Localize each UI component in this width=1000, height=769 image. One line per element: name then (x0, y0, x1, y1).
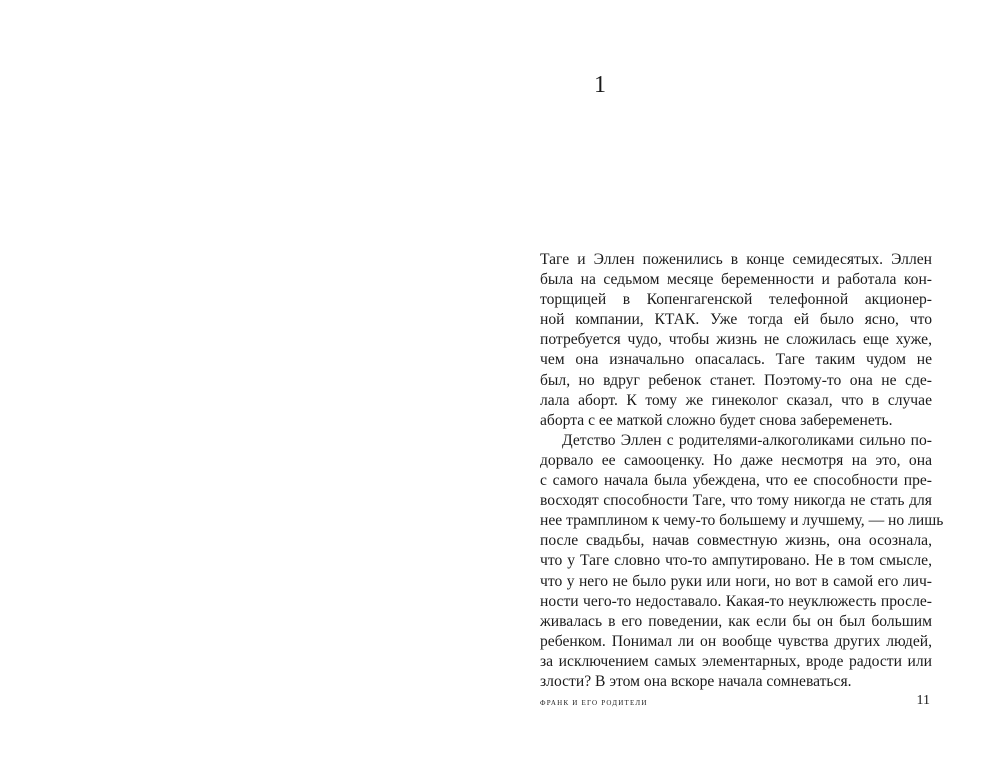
text-line: живалась в его поведении, как если бы он был большим (540, 612, 932, 630)
text-line: с самого начала была убеждена, что ее способности пре- (540, 472, 932, 490)
text-line: Таге и Эллен поженились в конце семидесятых. Эллен (540, 251, 932, 268)
text-line: торщицей в Копенгагенской телефонной акционер- (540, 291, 932, 309)
chapter-body-text (540, 250, 944, 692)
text-line: был, но вдруг ребенок станет. Поэтому-то она не сде- (540, 371, 932, 389)
running-head: франк и его родители (540, 697, 648, 708)
text-line: была на седьмом месяце беременности и работала кон- (540, 271, 932, 289)
text-line: ности чего-то недоставало. Какая-то неуклюжесть просле- (540, 592, 932, 610)
text-line: чем она изначально опасалась. Таге таким чудом не (540, 351, 932, 369)
text-line: нее трамплином к чему-то большему и лучшему, — но лишь (540, 512, 944, 530)
page-number: 11 (916, 693, 930, 708)
text-line: ной компании, КТАК. Уже тогда ей было ясно, что (540, 311, 932, 329)
text-line: лала аборт. К тому же гинеколог сказал, что в случае (540, 391, 932, 409)
text-line: восходят способности Таге, что тому никогда не стать для (540, 492, 932, 510)
paragraph-2 (540, 431, 944, 692)
text-line: дорвало ее самооценку. Но даже несмотря на это, она (540, 451, 932, 469)
paragraph-1 (540, 250, 932, 431)
text-line: что у Таге словно что-то ампутировано. Не в том смысле, (540, 552, 932, 570)
text-line: аборта с ее маткой сложно будет снова забеременеть. (540, 411, 893, 429)
text-line: ребенком. Понимал ли он вообще чувства других людей, (540, 632, 932, 650)
chapter-number: 1 (594, 72, 606, 98)
text-line: потребуется чудо, чтобы жизнь не сложилась еще хуже, (540, 331, 932, 349)
text-line: за исключением самых элементарных, вроде радости или (540, 652, 932, 670)
text-line: злости? В этом она вскоре начала сомневаться. (540, 672, 852, 690)
text-line: после свадьбы, начав совместную жизнь, она осознала, (540, 532, 932, 550)
text-line: что у него не было руки или ноги, но вот в самой его лич- (540, 572, 932, 590)
text-line: Детство Эллен с родителями-алкоголиками сильно по- (562, 431, 932, 449)
